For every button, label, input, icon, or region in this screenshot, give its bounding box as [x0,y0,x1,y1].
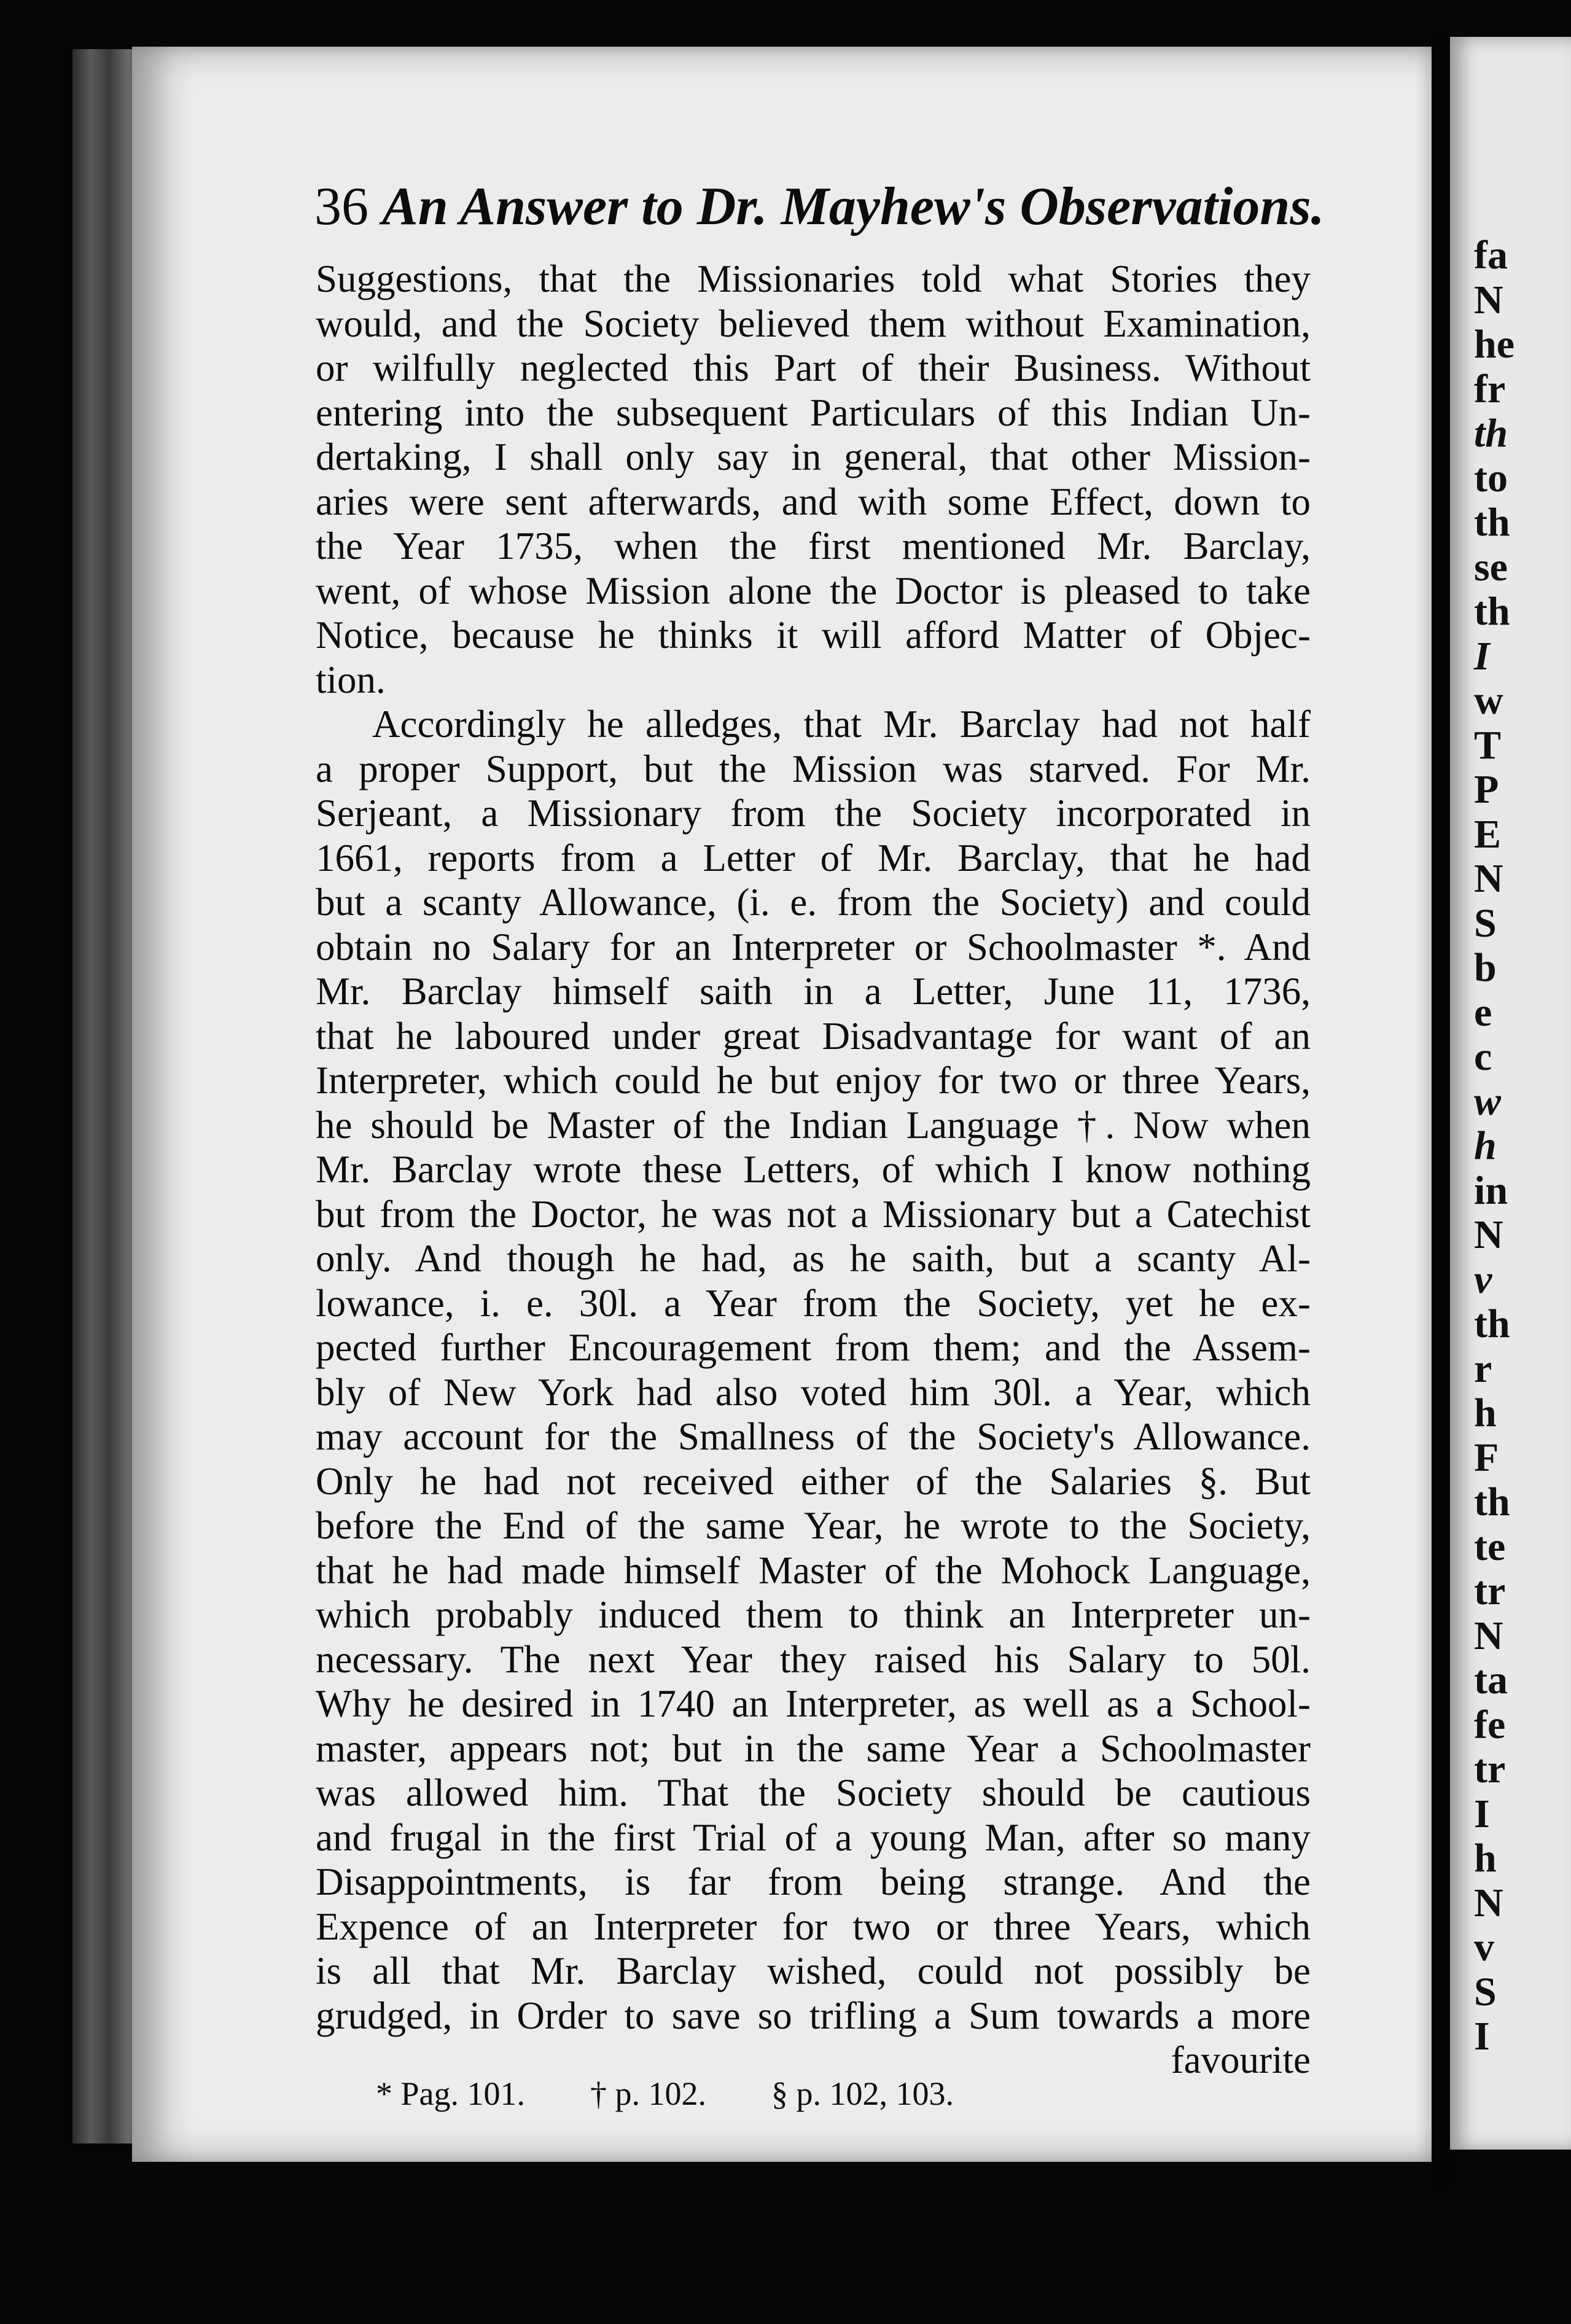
fragment-line: fr [1474,366,1506,411]
fragment-line: v [1474,1257,1492,1302]
text-line: or wilfully neglected this Part of their Business. Without [316,346,1311,389]
text-line: Mr. Barclay himself saith in a Letter, June 11, 1736, [316,970,1311,1013]
fragment-line: to [1474,455,1508,501]
text-line: but a scanty Allowance, (i. e. from the Society) and could [316,881,1311,924]
text-line: that he had made himself Master of the Mohock Language, [316,1548,1311,1592]
text-line: went, of whose Mission alone the Doctor is pleased to take [316,569,1311,612]
fragment-line: I [1474,633,1490,679]
text-line: may account for the Smallness of the Society's Allowance. [316,1415,1311,1458]
text-line: Suggestions, that the Missionaries told what Stories they [316,257,1311,300]
text-line: Why he desired in 1740 an Interpreter, as well as a School- [316,1682,1311,1725]
fragment-line: I [1474,1791,1490,1836]
page-number: 36 [314,177,368,236]
text-line: necessary. The next Year they raised his Salary to 50l. [316,1637,1311,1681]
fragment-line: N [1474,277,1503,322]
fragment-line: th [1474,1480,1510,1524]
fragment-line: b [1474,945,1497,990]
text-line: Only he had not received either of the Salaries §. But [316,1459,1311,1503]
text-line: Serjeant, a Missionary from the Society incorporated in [316,792,1311,835]
fragment-line: e [1474,989,1492,1035]
text-line: lowance, i. e. 30l. a Year from the Society, yet he ex- [316,1281,1311,1325]
fragment-line: th [1474,411,1508,456]
fragment-line: tr [1474,1747,1506,1792]
text-line: Mr. Barclay wrote these Letters, of which I know nothing [316,1148,1311,1191]
text-line: the Year 1735, when the first mentioned Mr. Barclay, [316,524,1311,567]
fragment-line: ta [1474,1658,1508,1702]
text-line: master, appears not; but in the same Year a Schoolmaster [316,1726,1311,1770]
text-line: Expence of an Interpreter for two or three Years, which [316,1905,1311,1948]
fragment-line: N [1474,856,1503,901]
fragment-line: te [1474,1524,1506,1569]
footnote: * Pag. 101. [376,2075,525,2112]
text-line: would, and the Society believed them without Examination, [316,302,1311,345]
text-line: tion. [316,658,386,701]
fragment-line: I [1474,2014,1490,2059]
text-line: entering into the subsequent Particulars of this Indian Un- [316,391,1311,434]
fragment-line: S [1474,1969,1497,2014]
text-line: Disappointments, is far from being strange. And the [316,1860,1311,1903]
fragment-line: w [1474,1078,1502,1124]
text-line: and frugal in the first Trial of a young Man, after so many [316,1815,1311,1859]
fragment-line: N [1474,1212,1503,1257]
fragment-line: N [1474,1613,1503,1658]
running-header [314,173,1325,241]
running-title: An Answer to Dr. Mayhew's Observations. [382,177,1325,236]
text-line: pected further Encouragement from them; and the Assem- [316,1326,1311,1369]
text-line: grudged, in Order to save so trifling a Sum towards a more [316,1994,1311,2037]
fragment-line: tr [1474,1569,1506,1613]
text-line: which probably induced them to think an Interpreter un- [316,1593,1311,1636]
fragment-line: he [1474,322,1514,367]
fragment-line: v [1474,1925,1494,1970]
text-line: is all that Mr. Barclay wished, could not possibly be [316,1949,1311,1992]
fragment-line: se [1474,544,1508,590]
text-line: a proper Support, but the Mission was starved. For Mr. [316,747,1311,790]
text-line: he should be Master of the Indian Language †. Now when [316,1103,1311,1147]
body-text [316,257,1311,2083]
fragment-line: fe [1474,1702,1506,1747]
fragment-line: c [1474,1034,1492,1079]
fragment-line: P [1474,767,1499,812]
fragment-line: N [1474,1880,1503,1925]
fragment-line: th [1474,589,1510,634]
text-line: before the End of the same Year, he wrote to the Society, [316,1504,1311,1547]
fragment-line: fa [1474,233,1508,278]
fragment-line: h [1474,1123,1497,1168]
fragment-line: T [1474,722,1502,768]
text-line: only. And though he had, as he saith, but a scanty Al- [316,1237,1311,1280]
fragment-line: F [1474,1435,1499,1480]
fragment-line: r [1474,1346,1492,1391]
text-line: but from the Doctor, he was not a Missionary but a Catechist [316,1192,1311,1236]
text-line: bly of New York had also voted him 30l. a Year, which [316,1370,1311,1414]
text-line: that he laboured under great Disadvantage for want of an [316,1014,1311,1058]
text-line: was allowed him. That the Society should be cautious [316,1771,1311,1814]
fragment-line: th [1474,500,1510,545]
fragment-line: S [1474,900,1497,946]
book-gutter [1432,37,1450,2186]
text-line: Notice, because he thinks it will afford Matter of Objec- [316,614,1311,657]
text-line: Accordingly he alledges, that Mr. Barclay had not half [372,703,1311,746]
right-page-text-fragments [1474,233,1571,2059]
fragment-line: h [1474,1836,1497,1881]
text-line: 1661, reports from a Letter of Mr. Barclay, that he had [316,836,1311,879]
fragment-line: E [1474,811,1502,857]
fragment-line: w [1474,678,1503,723]
text-line: obtain no Salary for an Interpreter or Schoolmaster *. And [316,925,1311,969]
fragment-line: th [1474,1301,1510,1346]
footnotes [376,2072,1248,2115]
text-line: aries were sent afterwards, and with some Effect, down to [316,480,1311,523]
catchword: favourite [1171,2038,1311,2081]
fragment-line: in [1474,1168,1508,1213]
fragment-line: h [1474,1390,1497,1435]
footnote: § p. 102, 103. [771,2075,954,2112]
footnote: † p. 102. [590,2075,706,2112]
text-line: Interpreter, which could he but enjoy for two or three Years, [316,1059,1311,1102]
text-line: dertaking, I shall only say in general, that other Mission- [316,435,1311,478]
